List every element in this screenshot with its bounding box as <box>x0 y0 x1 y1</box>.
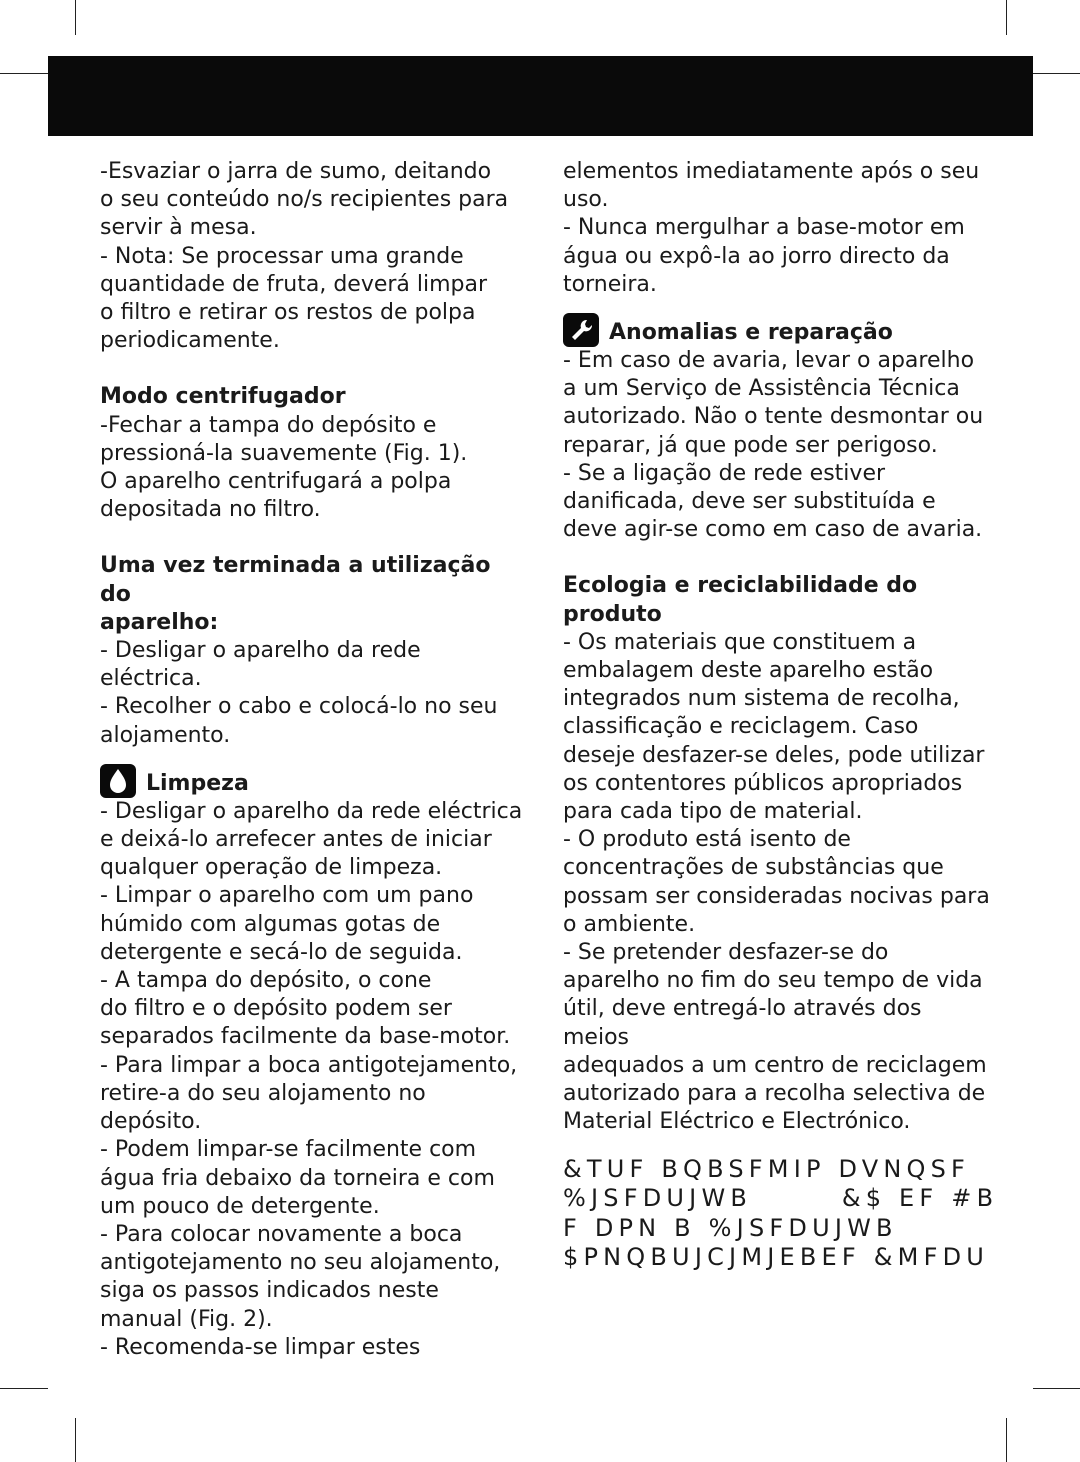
text-line: - Se a ligação de rede estiver <box>563 460 886 486</box>
text-line: o ambiente. <box>563 911 696 937</box>
text-line: - Limpar o aparelho com um pano <box>100 883 474 909</box>
text-line: deve agir-se como em caso de avaria. <box>563 517 983 543</box>
text-line: reparar, já que pode ser perigoso. <box>563 432 938 458</box>
text-line: periodicamente. <box>100 328 280 354</box>
text-line: - Recomenda-se limpar estes <box>100 1334 421 1360</box>
header-bar <box>48 56 1033 136</box>
text-line: torneira. <box>563 271 657 297</box>
text-line: - Para limpar a boca antigotejamento, <box>100 1052 518 1078</box>
text-line: - Desligar o aparelho da rede eléctrica <box>100 798 523 824</box>
section-title-uma-vez: aparelho: <box>100 609 219 635</box>
crop-mark <box>0 73 48 74</box>
text-line: autorizado para a recolha selectiva de <box>563 1081 986 1107</box>
garbled-line: %JSFDUJWB &$ EF #B <box>563 1184 999 1213</box>
crop-mark <box>1006 0 1007 35</box>
section-title-uma-vez: Uma vez terminada a utilização do <box>100 553 491 607</box>
text-line: pressioná-la suavemente (Fig. 1). <box>100 440 468 466</box>
section-title-anomalias: Anomalias e reparação <box>609 319 893 345</box>
text-line: adequados a um centro de reciclagem <box>563 1052 987 1078</box>
text-line: separados facilmente da base-motor. <box>100 1024 511 1050</box>
crop-mark <box>75 0 76 35</box>
text-line: uso. <box>563 187 609 213</box>
text-line: - Em caso de avaria, levar o aparelho <box>563 348 975 374</box>
text-line: para cada tipo de material. <box>563 799 863 825</box>
text-line: - Nunca mergulhar a base-motor em <box>563 215 965 241</box>
text-line: detergente e secá-lo de seguida. <box>100 939 463 965</box>
text-line: - Se pretender desfazer-se do <box>563 940 889 966</box>
section-title-limpeza: Limpeza <box>146 770 249 796</box>
crop-mark <box>1033 1388 1080 1389</box>
text-line: e deixá-lo arrefecer antes de iniciar <box>100 827 492 853</box>
text-line: deseje desfazer-se deles, pode utilizar <box>563 742 985 768</box>
text-line: um pouco de detergente. <box>100 1193 380 1219</box>
text-line: manual (Fig. 2). <box>100 1306 273 1332</box>
text-line: água fria debaixo da torneira e com <box>100 1165 495 1191</box>
text-line: o seu conteúdo no/s recipientes para <box>100 187 509 213</box>
text-line: servir à mesa. <box>100 215 257 241</box>
text-line: útil, deve entregá-lo através dos meios <box>563 996 922 1050</box>
text-line: integrados num sistema de recolha, <box>563 686 960 712</box>
text-line: o filtro e retirar os restos de polpa <box>100 300 476 326</box>
garbled-text-block <box>563 1155 1035 1273</box>
text-line: aparelho no fim do seu tempo de vida <box>563 968 983 994</box>
text-line: a um Serviço de Assistência Técnica <box>563 376 960 402</box>
left-column <box>100 158 524 1362</box>
text-line: possam ser consideradas nocivas para <box>563 883 990 909</box>
text-line: alojamento. <box>100 722 231 748</box>
text-line: siga os passos indicados neste <box>100 1278 439 1304</box>
right-column <box>563 158 999 1273</box>
crop-mark <box>1006 1418 1007 1462</box>
text-line: classificação e reciclagem. Caso <box>563 714 919 740</box>
text-line: - A tampa do depósito, o cone <box>100 968 432 994</box>
text-line: húmido com algumas gotas de <box>100 911 441 937</box>
text-line: -Esvaziar o jarra de sumo, deitando <box>100 159 492 184</box>
text-line: - Desligar o aparelho da rede <box>100 638 421 664</box>
text-line: qualquer operação de limpeza. <box>100 855 443 881</box>
crop-mark <box>0 1388 48 1389</box>
text-line: - Nota: Se processar uma grande <box>100 243 464 269</box>
text-line: danificada, deve ser substituída e <box>563 489 936 515</box>
text-line: depositada no filtro. <box>100 497 321 523</box>
text-line: embalagem deste aparelho estão <box>563 658 934 684</box>
text-line: autorizado. Não o tente desmontar ou <box>563 404 984 430</box>
text-line: Material Eléctrico e Electrónico. <box>563 1109 911 1135</box>
text-line: quantidade de fruta, deverá limpar <box>100 271 488 297</box>
text-line: - Recolher o cabo e colocá-lo no seu <box>100 694 498 720</box>
wrench-icon <box>563 313 599 347</box>
text-line: elementos imediatamente após o seu <box>563 159 980 184</box>
garbled-line: $PNQBUJCJMJEBEF &MFDU <box>563 1243 990 1272</box>
crop-mark <box>75 1418 76 1462</box>
text-line: concentrações de substâncias que <box>563 855 944 881</box>
section-title-modo: Modo centrifugador <box>100 384 346 410</box>
text-line: -Fechar a tampa do depósito e <box>100 412 437 438</box>
text-line: eléctrica. <box>100 666 202 692</box>
text-line: os contentores públicos apropriados <box>563 770 963 796</box>
text-line: antigotejamento no seu alojamento, <box>100 1250 501 1276</box>
text-line: - Os materiais que constituem a <box>563 629 917 655</box>
text-line: - Podem limpar-se facilmente com <box>100 1137 477 1163</box>
text-line: - Para colocar novamente a boca <box>100 1221 463 1247</box>
section-title-ecologia: Ecologia e reciclabilidade do produto <box>563 573 918 627</box>
crop-mark <box>1033 73 1080 74</box>
text-line: água ou expô-la ao jorro directo da <box>563 243 950 269</box>
text-line: - O produto está isento de <box>563 827 851 853</box>
text-line: do filtro e o depósito podem ser <box>100 996 452 1022</box>
water-drop-icon <box>100 764 136 798</box>
garbled-line: F DPN B %JSFDUJWB <box>563 1213 898 1242</box>
text-line: retire-a do seu alojamento no <box>100 1080 426 1106</box>
text-line: depósito. <box>100 1109 202 1135</box>
text-line: O aparelho centrifugará a polpa <box>100 469 452 495</box>
garbled-line: &TUF BQBSFMIP DVNQSF <box>563 1154 971 1183</box>
